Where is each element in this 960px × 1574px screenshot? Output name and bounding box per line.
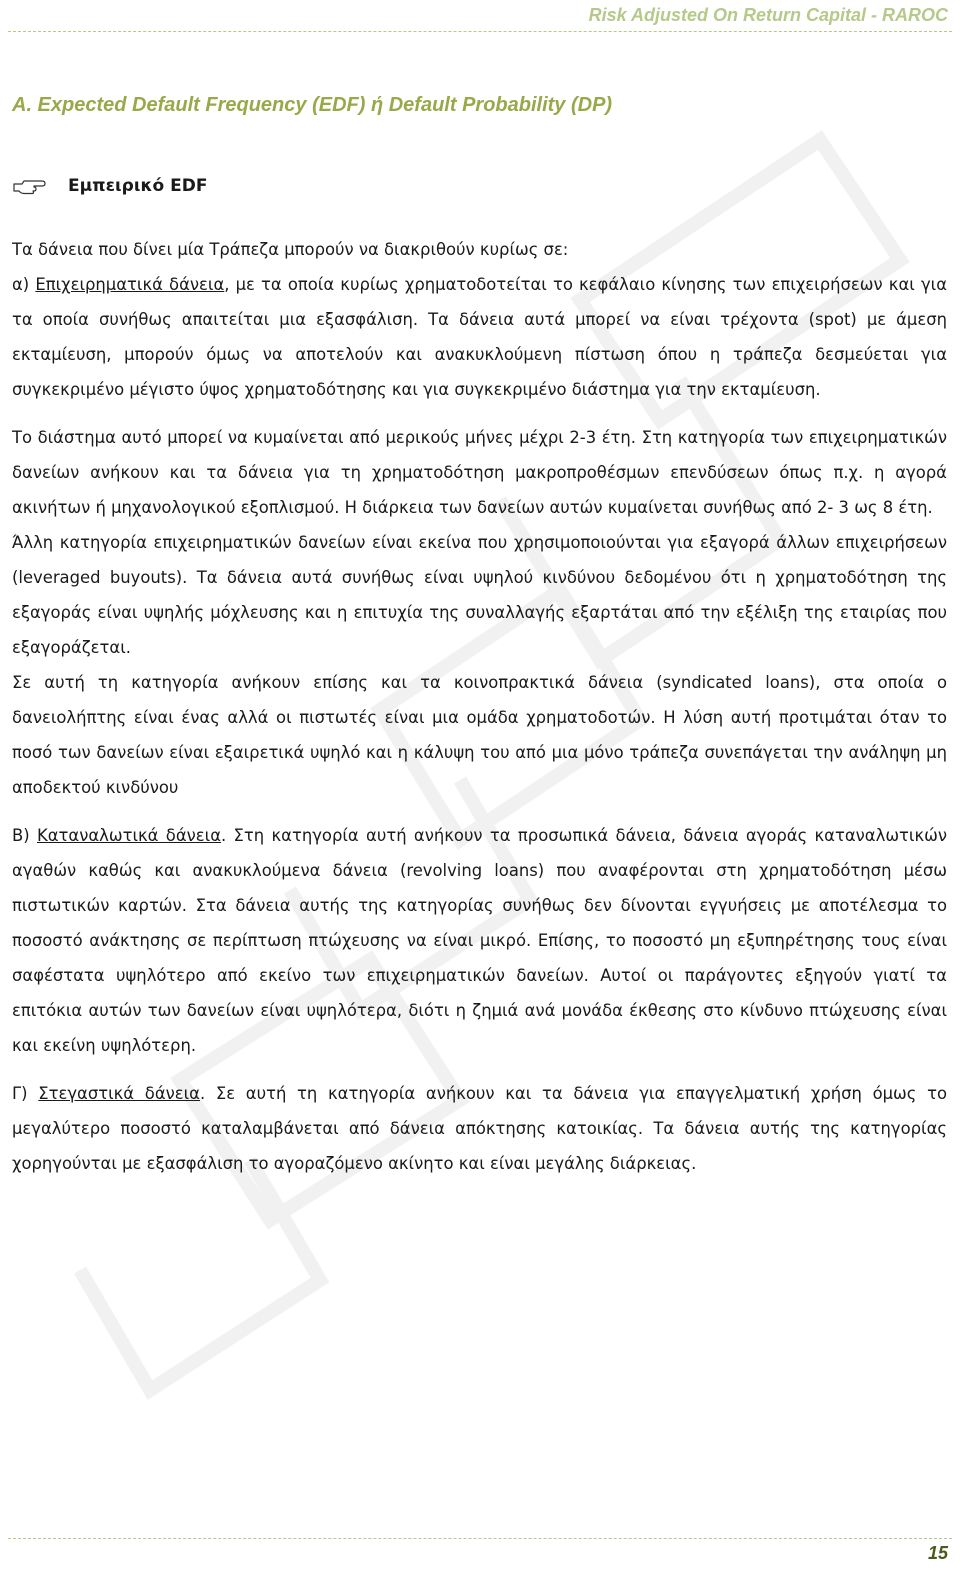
footer-divider (8, 1538, 952, 1539)
sub-heading-text: Εμπειρικό EDF (68, 176, 208, 196)
consumer-text: . Στη κατηγορία αυτή ανήκουν τα προσωπικά δάνεια, δάνεια αγοράς καταναλωτικών αγαθών καθώς και ανακυκλούμενα δάνεια (revolving loans) που αναφέρονται στη χρηματοδότηση μέσω πιστωτικών καρτών. Στα δάνεια αυτής της κατηγορίας συνήθως δεν δίνονται εγγυήσεις με αποτέλεσμα το ποσοστό ανάκτησης σε περίπτωση πτώχευσης να είναι μικρό. Επίσης, το ποσοστό μη εξυπηρέτησης τους είναι σαφέστατα υψηλότερο από εκείνο των επιχειρηματικών δανείων. Αυτοί οι παράγοντες εξηγούν γιατί τα επιτόκια αυτών των δανείων είναι υψηλότερα, διότι η ζημιά ανά μονάδα έκθεσης στο κίνδυνο πτώχευσης είναι και εκείνη υψηλότερη. (12, 826, 947, 1055)
syndicated-loans-paragraph: Σε αυτή τη κατηγορία ανήκουν επίσης και τα κοινοπρακτικά δάνεια (syndicated loans), στα οποία ο δανειολήπτης είναι ένας αλλά οι πιστωτές είναι μια ομάδα χρηματοδοτών. Η λύση αυτή προτιμάται όταν το ποσό των δανείων είναι εξαιρετικά υψηλό και η κάλυψη του από μια μόνο τράπεζα συνεπάγεται την ανάληψη μη αποδεκτού κινδύνου (12, 673, 947, 797)
mortgage-loans-term: Στεγαστικά δάνεια (38, 1084, 200, 1103)
intro-paragraph: Τα δάνεια που δίνει μία Τράπεζα μπορούν να διακριθούν κυρίως σε: (12, 240, 569, 259)
business-prefix: α) (12, 275, 36, 294)
mortgage-text: . Σε αυτή τη κατηγορία ανήκουν και τα δάνεια για επαγγελματική χρήση όμως το μεγαλύτερο ποσοστό καταλαμβάνεται από δάνεια απόκτησης κατοικίας. Τα δάνεια αυτής της κατηγορίας χορηγούνται με εξασφάλιση το αγοραζόμενο ακίνητο και είναι μεγάλης διάρκειας. (12, 1084, 947, 1173)
pointing-hand-icon (12, 176, 46, 196)
leveraged-buyouts-paragraph: Άλλη κατηγορία επιχειρηματικών δανείων είναι εκείνα που χρησιμοποιούνται για εξαγορά άλλων επιχειρήσεων (leveraged buyouts). Τα δάνεια αυτά συνήθως είναι υψηλού κινδύνου δεδομένου ότι η χρηματοδότηση της εξαγοράς είναι υψηλής μόχλευσης και η επιτυχία της συναλλαγής εξαρτάται από την εξέλιξη της εταιρίας που εξαγοράζεται. (12, 533, 947, 657)
mortgage-prefix: Γ) (12, 1084, 39, 1103)
header-divider (8, 31, 952, 32)
mortgage-loans-paragraph (12, 1076, 947, 1181)
document-body (12, 232, 947, 1181)
header-title: Risk Adjusted On Return Capital - RAROC (588, 5, 948, 25)
business-loans-term: Επιχειρηματικά δάνεια (35, 275, 225, 294)
business-text: , με τα οποία κυρίως χρηματοδοτείται το κεφάλαιο κίνησης των επιχειρήσεων και για τα οποία συνήθως απαιτείται μια εξασφάλιση. Τα δάνεια αυτά μπορεί να είναι τρέχοντα (spot) με άμεση εκταμίευση, μπορούν όμως να αποτελούν και ανακυκλούμενη πίστωση όπου η τράπεζα δεσμεύεται για συγκεκριμένο μέγιστο ύψος χρηματοδότησης και για συγκεκριμένο διάστημα για την εκταμίευση. (12, 275, 947, 399)
consumer-prefix: Β) (12, 826, 37, 845)
consumer-loans-term: Καταναλωτικά δάνεια (36, 826, 222, 845)
sub-heading (12, 176, 207, 196)
consumer-loans-paragraph (12, 818, 947, 1063)
section-heading: A. Expected Default Frequency (EDF) ή Default Probability (DP) (12, 94, 613, 116)
business-duration-paragraph: Το διάστημα αυτό μπορεί να κυμαίνεται από μερικούς μήνες μέχρι 2-3 έτη. Στη κατηγορία των επιχειρηματικών δανείων ανήκουν και τα δάνεια για τη χρηματοδότηση μακροπροθέσμων επενδύσεων όπως π.χ. η αγορά ακινήτων ή μηχανολογικού εξοπλισμού. Η διάρκεια των δανείων αυτών κυμαίνεται συνήθως από 2- 3 ως 8 έτη. (12, 428, 947, 517)
page-number: 15 (927, 1543, 948, 1563)
business-loans-paragraph (12, 267, 947, 407)
